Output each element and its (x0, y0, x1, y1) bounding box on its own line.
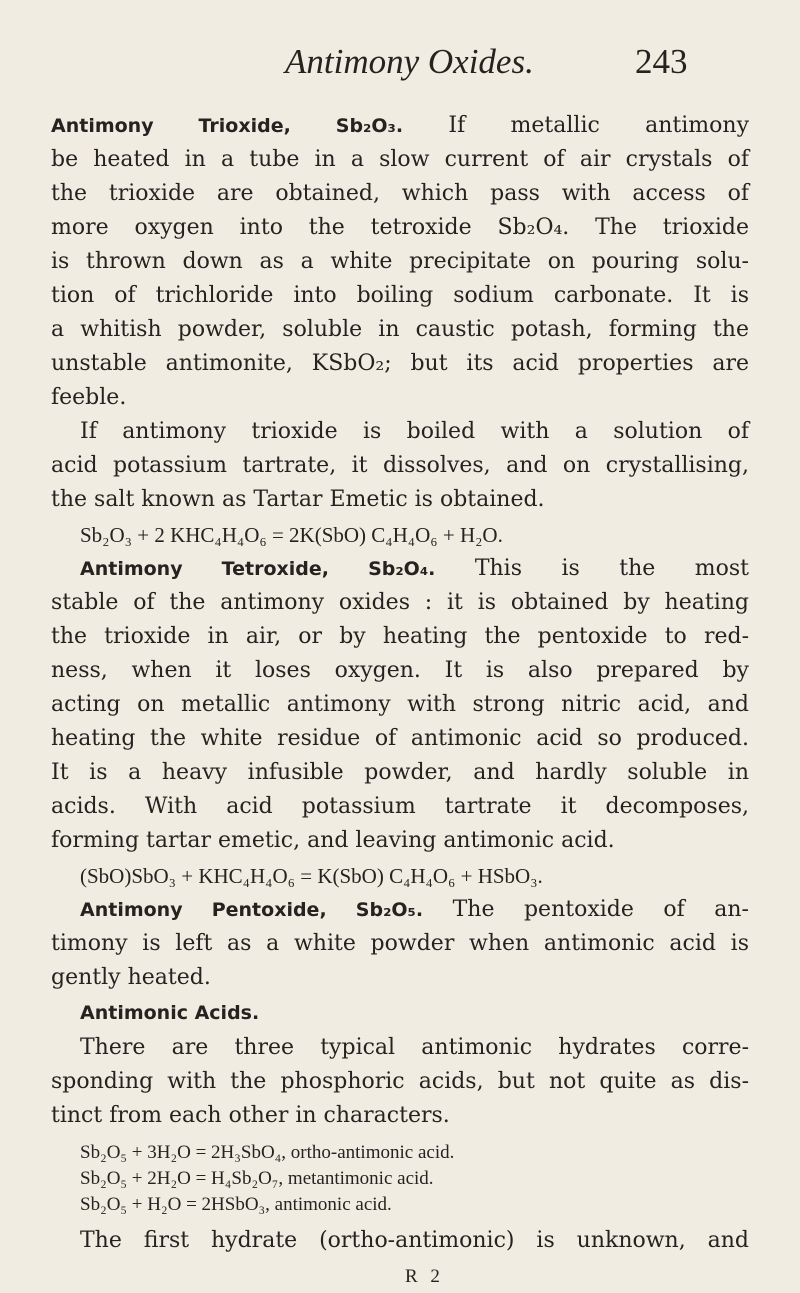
paragraph-line: unstable antimonite, KSbO₂; but its acid properties are (51, 351, 749, 376)
paragraph-line: sponding with the phosphoric acids, but not quite as dis- (51, 1069, 749, 1094)
line-text: This is the most (435, 556, 750, 581)
paragraph-line: feeble. (51, 385, 127, 410)
section-heading-trioxide: Antimony Trioxide, Sb₂O₃. (51, 115, 404, 137)
paragraph-line: be heated in a tube in a slow current of air crystals of (51, 147, 749, 172)
signature-mark: R 2 (405, 1266, 444, 1287)
paragraph-line: ness, when it loses oxygen. It is also prepared by (51, 658, 749, 683)
paragraph-line: acid potassium tartrate, it dissolves, and on crystallising, (51, 453, 749, 478)
chemical-equation: Sb₂O₃ + 2 KHC₄H₄O₆ = 2K(SbO) C₄H₄O₆ + H₂O. (80, 523, 503, 547)
hydrate-equation: Sb₂O₅ + 2H₂O = H₄Sb₂O₇, metantimonic acid. (80, 1168, 434, 1189)
paragraph-line: timony is left as a white powder when antimonic acid is (51, 931, 749, 956)
line-text: The pentoxide of an- (423, 897, 749, 922)
paragraph-line: the trioxide are obtained, which pass with access of (51, 181, 749, 206)
hydrate-equation: Sb₂O₅ + H₂O = 2HSbO₃, antimonic acid. (80, 1194, 392, 1215)
paragraph-line: the trioxide in air, or by heating the pentoxide to red- (51, 624, 749, 649)
paragraph-line: There are three typical antimonic hydrates corre- (80, 1035, 749, 1060)
paragraph-line: tion of trichloride into boiling sodium carbonate. It is (51, 283, 749, 308)
paragraph-line: It is a heavy infusible powder, and hardly soluble in (51, 760, 749, 785)
page-header (0, 40, 800, 90)
paragraph-line: a whitish powder, soluble in caustic potash, forming the (51, 317, 749, 342)
chemical-equation: (SbO)SbO₃ + KHC₄H₄O₆ = K(SbO) C₄H₄O₆ + HSbO₃. (80, 864, 543, 888)
section-heading-pentoxide: Antimony Pentoxide, Sb₂O₅. (80, 899, 424, 921)
section-heading-antimonic-acids: Antimonic Acids. (80, 1002, 260, 1024)
paragraph-line: acids. With acid potassium tartrate it decomposes, (51, 794, 749, 819)
page-number: 243 (635, 42, 688, 81)
paragraph-line: stable of the antimony oxides : it is obtained by heating (51, 590, 749, 615)
paragraph-line: acting on metallic antimony with strong nitric acid, and (51, 692, 749, 717)
paragraph-line: is thrown down as a white precipitate on pouring solu- (51, 249, 749, 274)
paragraph-line: The first hydrate (ortho-antimonic) is unknown, and (80, 1228, 749, 1253)
paragraph-line (51, 111, 749, 141)
running-title: Antimony Oxides. (285, 42, 534, 81)
paragraph-line: forming tartar emetic, and leaving antimonic acid. (51, 828, 615, 853)
hydrate-equation: Sb₂O₅ + 3H₂O = 2H₃SbO₄, ortho-antimonic acid. (80, 1142, 455, 1163)
paragraph-line: gently heated. (51, 965, 211, 990)
paragraph-line: tinct from each other in characters. (51, 1103, 450, 1128)
section-heading-tetroxide: Antimony Tetroxide, Sb₂O₄. (80, 558, 436, 580)
paragraph-line: the salt known as Tartar Emetic is obtained. (51, 487, 545, 512)
paragraph-line: If antimony trioxide is boiled with a solution of (80, 419, 749, 444)
paragraph-line (80, 554, 749, 584)
paragraph-line (80, 895, 749, 925)
paragraph-line: more oxygen into the tetroxide Sb₂O₄. The trioxide (51, 215, 749, 240)
line-text: If metallic antimony (403, 113, 749, 138)
paragraph-line: heating the white residue of antimonic acid so produced. (51, 726, 749, 751)
